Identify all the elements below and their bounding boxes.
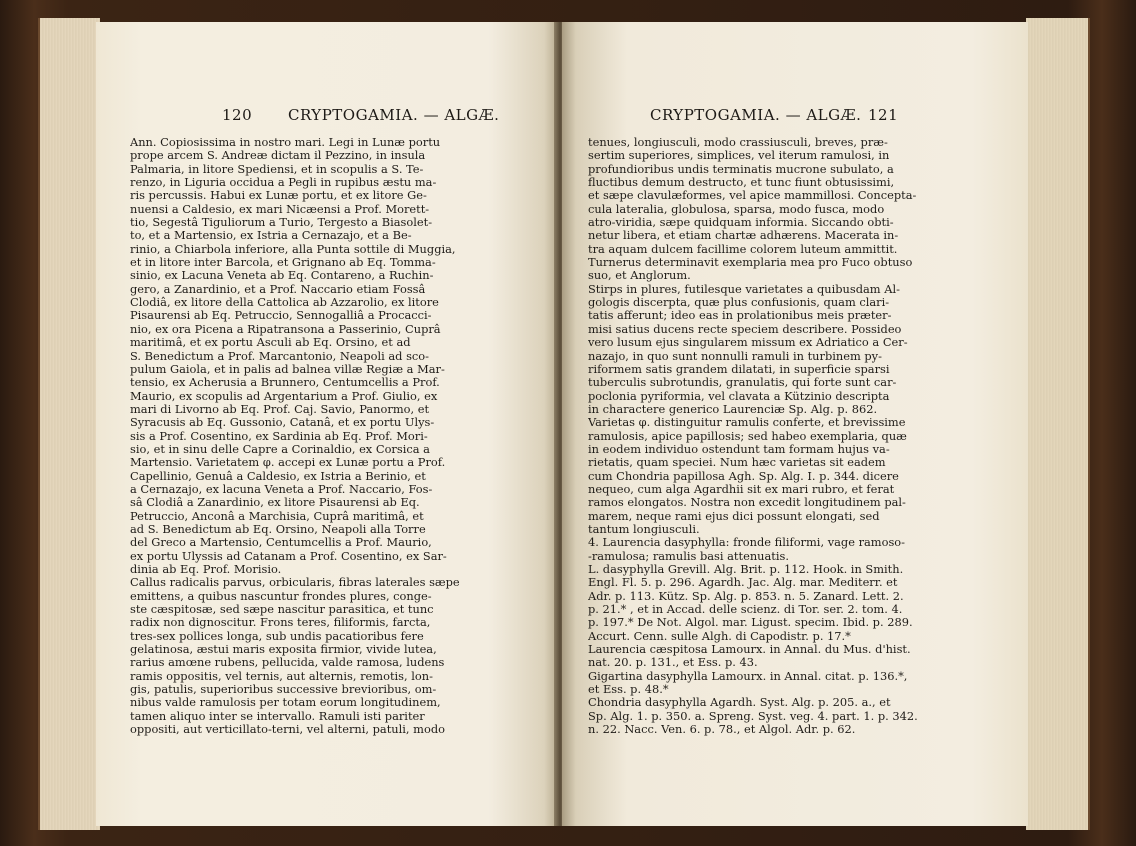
text-line: in charactere generico Laurenciæ Sp. Alg. p. 862.: [588, 402, 878, 416]
text-line: et Ess. p. 48.*: [588, 683, 669, 697]
text-line: ste cæspitosæ, sed sæpe nascitur parasitica, et tunc: [130, 603, 434, 617]
text-line: ramis oppositis, vel ternis, aut alternis, remotis, lon-: [130, 669, 433, 683]
text-line: cula lateralia, globulosa, sparsa, modo fusca, modo: [588, 202, 885, 216]
text-line: S. Benedictum a Prof. Marcantonio, Neapoli ad sco-: [130, 349, 430, 363]
right-running-head: CRYPTOGAMIA. — ALGÆ.: [650, 106, 862, 124]
text-line: profundioribus undis terminatis mucrone subulato, a: [588, 162, 894, 176]
text-line: et in litore inter Barcola, et Grignano ab Eq. Tomma-: [130, 256, 436, 270]
text-line: p. 197.* De Not. Algol. mar. Ligust. specim. Ibid. p. 289.: [588, 616, 913, 630]
text-line: tensio, ex Acherusia a Brunnero, Centumcellis a Prof.: [130, 376, 440, 390]
text-line: netur libera, et etiam chartæ adhærens. Macerata in-: [588, 229, 899, 243]
text-line: Petruccio, Anconâ a Marchisia, Cuprâ maritimâ, et: [130, 509, 424, 523]
text-line: prope arcem S. Andreæ dictam il Pezzino, in insula: [130, 149, 426, 163]
right-page: [562, 22, 1028, 826]
text-line: gologis discerpta, quæ plus confusionis, quam clari-: [588, 296, 890, 310]
text-line: Callus radicalis parvus, orbicularis, fibras laterales sæpe: [130, 576, 460, 590]
text-line: pulum Gaiola, et in palis ad balnea villæ Regiæ a Mar-: [130, 362, 445, 376]
text-line: rietatis, quam speciei. Num hæc varietas sit eadem: [588, 456, 886, 470]
text-line: nat. 20. p. 131., et Ess. p. 43.: [588, 656, 758, 670]
text-line: marem, neque rami ejus dici possunt elongati, sed: [588, 509, 880, 523]
text-line: -ramulosa; ramulis basi attenuatis.: [588, 549, 789, 563]
text-line: Martensio. Varietatem φ. accepi ex Lunæ portu a Prof.: [130, 456, 446, 470]
right-page-number: 121: [868, 106, 899, 124]
text-line: gero, a Zanardinio, et a Prof. Naccario etiam Fossâ: [130, 282, 426, 296]
text-line: Laurencia cæspitosa Lamourx. in Annal. du Mus. d'hist.: [588, 643, 911, 657]
text-line: del Greco a Martensio, Centumcellis a Prof. Maurio,: [130, 536, 432, 550]
text-line: ramulosis, apice papillosis; sed habeo exemplaria, quæ: [588, 429, 907, 443]
text-line: n. 22. Nacc. Ven. 6. p. 78., et Algol. Adr. p. 62.: [588, 723, 856, 737]
text-line: rinio, a Chiarbola inferiore, alla Punta sottile di Muggia,: [130, 242, 456, 256]
text-line: dinia ab Eq. Prof. Morisio.: [130, 563, 282, 576]
text-line: sertim superiores, simplices, vel iterum ramulosi, in: [588, 149, 890, 163]
text-line: Adr. p. 113. Kütz. Sp. Alg. p. 853. n. 5. Zanard. Lett. 2.: [588, 589, 904, 603]
page-edges-right: [1026, 18, 1090, 830]
text-line: riformem satis grandem dilatati, in superficie sparsi: [588, 362, 890, 376]
text-line: Sp. Alg. 1. p. 350. a. Spreng. Syst. veg. 4. part. 1. p. 342.: [588, 709, 918, 723]
text-line: nibus valde ramulosis per totam eorum longitudinem,: [130, 696, 441, 710]
right-body-text: [588, 136, 1012, 736]
text-line: oppositi, aut verticillato-terni, vel alterni, patuli, modo: [130, 723, 445, 737]
text-line: nazajo, in quo sunt nonnulli ramuli in turbinem py-: [588, 349, 882, 363]
text-line: et sæpe clavulæformes, vel apice mammillosi. Concepta-: [588, 189, 917, 203]
text-line: ex portu Ulyssis ad Catanam a Prof. Cosentino, ex Sar-: [130, 549, 447, 563]
text-line: Maurio, ex scopulis ad Argentarium a Prof. Giulio, ex: [130, 389, 438, 403]
left-body-text: [130, 136, 542, 736]
text-line: nio, ex ora Picena a Ripatransona a Passerinio, Cuprâ: [130, 322, 441, 336]
text-line: emittens, a quibus nascuntur frondes plures, conge-: [130, 589, 432, 603]
text-line: in eodem individuo ostendunt tam formam hujus va-: [588, 442, 890, 456]
text-line: ad S. Benedictum ab Eq. Orsino, Neapoli alla Torre: [130, 522, 426, 536]
text-line: sis a Prof. Cosentino, ex Sardinia ab Eq. Prof. Mori-: [130, 429, 428, 443]
text-line: p. 21.* , et in Accad. delle scienz. di Tor. ser. 2. tom. 4.: [588, 603, 903, 617]
text-line: mari di Livorno ab Eq. Prof. Caj. Savio, Panormo, et: [130, 402, 430, 416]
text-line: Pisaurensi ab Eq. Petruccio, Sennogalliâ a Procacci-: [130, 309, 432, 323]
text-line: Turnerus determinavit exemplaria mea pro Fuco obtuso: [588, 256, 913, 270]
text-line: tenues, longiusculi, modo crassiusculi, breves, præ-: [588, 136, 888, 149]
text-line: sinio, ex Lacuna Veneta ab Eq. Contareno, a Ruchin-: [130, 269, 434, 283]
page-edges-left: [38, 18, 100, 830]
text-line: tio, Segestâ Tiguliorum a Turio, Tergesto a Biasolet-: [130, 216, 433, 230]
text-line: Engl. Fl. 5. p. 296. Agardh. Jac. Alg. mar. Mediterr. et: [588, 576, 898, 590]
text-line: nuensi a Caldesio, ex mari Nicæensi a Prof. Morett-: [130, 202, 430, 216]
text-line: renzo, in Liguria occidua a Pegli in rupibus æstu ma-: [130, 176, 437, 190]
text-line: Varietas φ. distinguitur ramulis conferte, et brevissime: [588, 416, 906, 430]
text-line: tantum longiusculi.: [588, 522, 700, 536]
text-line: tra aquam dulcem facillime colorem luteum ammittit.: [588, 242, 898, 256]
text-line: Stirps in plures, futilesque varietates a quibusdam Al-: [588, 282, 900, 296]
text-line: Clodiâ, ex litore della Cattolica ab Azzarolio, ex litore: [130, 296, 439, 310]
text-line: poclonia pyriformia, vel clavata a Kützinio descripta: [588, 389, 890, 403]
text-line: Gigartina dasyphylla Lamourx. in Annal. citat. p. 136.*,: [588, 669, 908, 683]
text-line: Accurt. Cenn. sulle Algh. di Capodistr. p. 17.*: [588, 629, 851, 643]
text-line: L. dasyphylla Grevill. Alg. Brit. p. 112. Hook. in Smith.: [588, 563, 904, 576]
text-line: suo, et Anglorum.: [588, 269, 691, 283]
text-line: sâ Clodiâ a Zanardinio, ex litore Pisaurensi ab Eq.: [130, 496, 420, 510]
text-line: tuberculis subrotundis, granulatis, qui forte sunt car-: [588, 376, 897, 390]
text-line: gis, patulis, superioribus successive brevioribus, om-: [130, 683, 437, 697]
text-line: vero lusum ejus singularem missum ex Adriatico a Cer-: [588, 336, 908, 350]
left-page-number: 120: [222, 106, 253, 124]
text-line: ramos elongatos. Nostra non excedit longitudinem pal-: [588, 496, 906, 510]
text-line: to, et a Martensio, ex Istria a Cernazajo, et a Be-: [130, 229, 412, 243]
left-running-head: CRYPTOGAMIA. — ALGÆ.: [288, 106, 500, 124]
text-line: cum Chondria papillosa Agh. Sp. Alg. I. p. 344. dicere: [588, 469, 899, 483]
text-line: gelatinosa, æstui maris exposita firmior, vivide lutea,: [130, 643, 437, 657]
text-line: Ann. Copiosissima in nostro mari. Legi in Lunæ portu: [130, 136, 441, 149]
text-line: maritimâ, et ex portu Asculi ab Eq. Orsino, et ad: [130, 336, 411, 350]
text-line: 4. Laurencia dasyphylla: fronde filiformi, vage ramoso-: [588, 536, 906, 550]
text-line: misi satius ducens recte speciem describere. Possideo: [588, 322, 902, 336]
text-line: sio, et in sinu delle Capre a Corinaldio, ex Corsica a: [130, 442, 430, 456]
text-line: Capellinio, Genuâ a Caldesio, ex Istria a Berinio, et: [130, 469, 426, 483]
text-line: ris percussis. Habui ex Lunæ portu, et ex litore Ge-: [130, 189, 427, 203]
text-line: tatis afferunt; ideo eas in prolationibus meis præter-: [588, 309, 892, 323]
text-line: nequeo, cum alga Agardhii sit ex mari rubro, et ferat: [588, 482, 895, 496]
text-line: atro-viridia, sæpe quidquam informia. Siccando obti-: [588, 216, 894, 230]
text-line: Syracusis ab Eq. Gussonio, Catanâ, et ex portu Ulys-: [130, 416, 435, 430]
text-line: a Cernazajo, ex lacuna Veneta a Prof. Naccario, Fos-: [130, 482, 433, 496]
text-line: Palmaria, in litore Spediensi, et in scopulis a S. Te-: [130, 162, 424, 176]
text-line: rarius amœne rubens, pellucida, valde ramosa, ludens: [130, 656, 445, 670]
text-line: tres-sex pollices longa, sub undis pacatioribus fere: [130, 629, 424, 643]
text-line: Chondria dasyphylla Agardh. Syst. Alg. p. 205. a., et: [588, 696, 891, 710]
text-line: radix non dignoscitur. Frons teres, filiformis, farcta,: [130, 616, 431, 630]
text-line: tamen aliquo inter se intervallo. Ramuli isti pariter: [130, 709, 425, 723]
left-page: [96, 22, 558, 826]
text-line: fluctibus demum destructo, et tunc fiunt obtusissimi,: [588, 176, 895, 190]
